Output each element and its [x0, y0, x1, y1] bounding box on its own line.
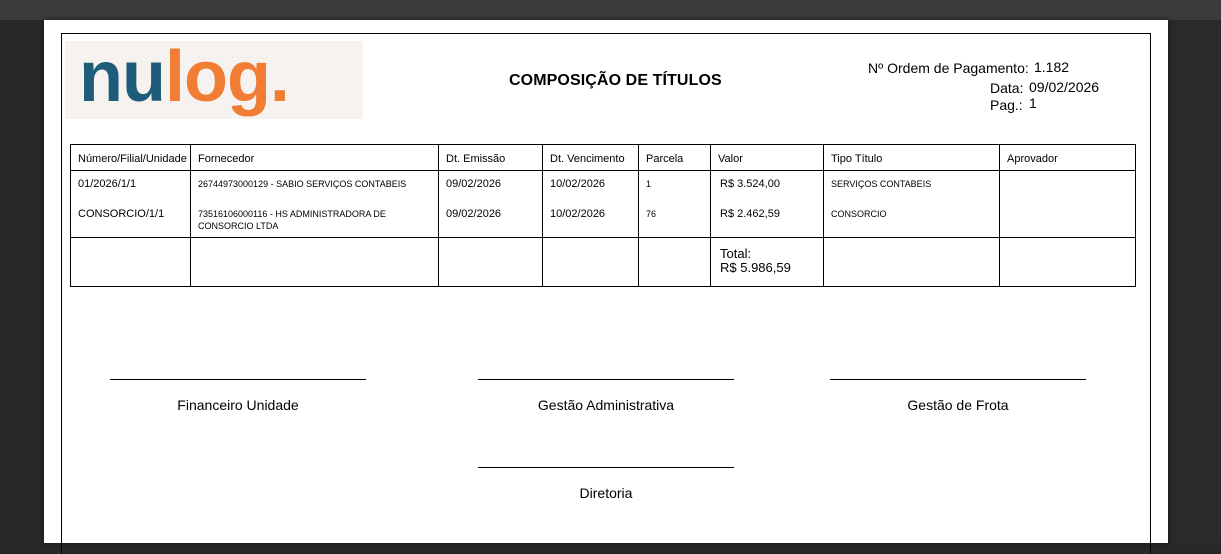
cell-emissao: 09/02/2026 [439, 202, 543, 238]
column-header: Parcela [639, 145, 711, 171]
cell-tipo: CONSORCIO [824, 202, 1000, 238]
signature-label-financeiro: Financeiro Unidade [177, 397, 299, 413]
column-header: Tipo Título [824, 145, 1000, 171]
column-header: Dt. Vencimento [543, 145, 639, 171]
table-row [71, 202, 1136, 238]
ordem-pagamento-value: 1.182 [1034, 59, 1070, 75]
column-header: Número/Filial/Unidade [71, 145, 191, 171]
cell-parcela: 1 [639, 171, 711, 203]
signature-label-gestao-frota: Gestão de Frota [907, 397, 1009, 413]
table-row [71, 171, 1136, 203]
total-value: R$ 5.986,59 [720, 260, 791, 275]
cell-emissao: 09/02/2026 [439, 171, 543, 203]
document-title: COMPOSIÇÃO DE TÍTULOS [509, 72, 722, 89]
signature-label-gestao-adm: Gestão Administrativa [537, 397, 675, 413]
total-empty-cell [824, 238, 1000, 287]
date-value: 09/02/2026 [1029, 79, 1100, 95]
cell-fornecedor: 26744973000129 - SABIO SERVIÇOS CONTABEIS [191, 171, 439, 203]
column-header: Aprovador [1000, 145, 1136, 171]
nulog-logo-graphic [65, 41, 363, 119]
cell-parcela: 76 [639, 202, 711, 238]
column-header: Fornecedor [191, 145, 439, 171]
page-label: Pag.: [990, 97, 1023, 113]
column-header: Dt. Emissão [439, 145, 543, 171]
nulog-logo [65, 41, 363, 119]
cell-fornecedor: 73516106000116 - HS ADMINISTRADORA DE CONSORCIO LTDA [191, 202, 439, 238]
signature-line-gestao-adm [478, 379, 734, 380]
cell-vencimento: 10/02/2026 [543, 202, 639, 238]
cell-numero: CONSORCIO/1/1 [71, 202, 191, 238]
document-page [44, 20, 1168, 543]
total-empty-cell [191, 238, 439, 287]
cell-valor: R$ 3.524,00 [711, 171, 824, 203]
cell-aprovador [1000, 202, 1136, 238]
signature-line-financeiro [110, 379, 366, 380]
titles-table [70, 144, 1136, 287]
total-empty-cell [1000, 238, 1136, 287]
signature-line-diretoria [478, 467, 734, 468]
date-label: Data: [990, 80, 1024, 96]
column-header: Valor [711, 145, 824, 171]
cell-numero: 01/2026/1/1 [71, 171, 191, 203]
viewer-side-panel [1168, 20, 1221, 543]
total-empty-cell [71, 238, 191, 287]
cell-valor: R$ 2.462,59 [711, 202, 824, 238]
signature-label-diretoria: Diretoria [579, 485, 633, 501]
cell-vencimento: 10/02/2026 [543, 171, 639, 203]
viewer-toolbar [0, 0, 1221, 20]
svg-text:nulog.: nulog. [79, 41, 289, 117]
page-value: 1 [1029, 95, 1037, 111]
total-label: Total: [720, 246, 752, 261]
total-cell [711, 238, 824, 287]
table-total-row [71, 238, 1136, 287]
total-empty-cell [543, 238, 639, 287]
signature-line-gestao-frota [830, 379, 1086, 380]
ordem-pagamento-label: Nº Ordem de Pagamento: [868, 60, 1029, 76]
cell-tipo: SERVIÇOS CONTABEIS [824, 171, 1000, 203]
total-empty-cell [639, 238, 711, 287]
cell-aprovador [1000, 171, 1136, 203]
table-header-row [71, 145, 1136, 171]
total-empty-cell [439, 238, 543, 287]
